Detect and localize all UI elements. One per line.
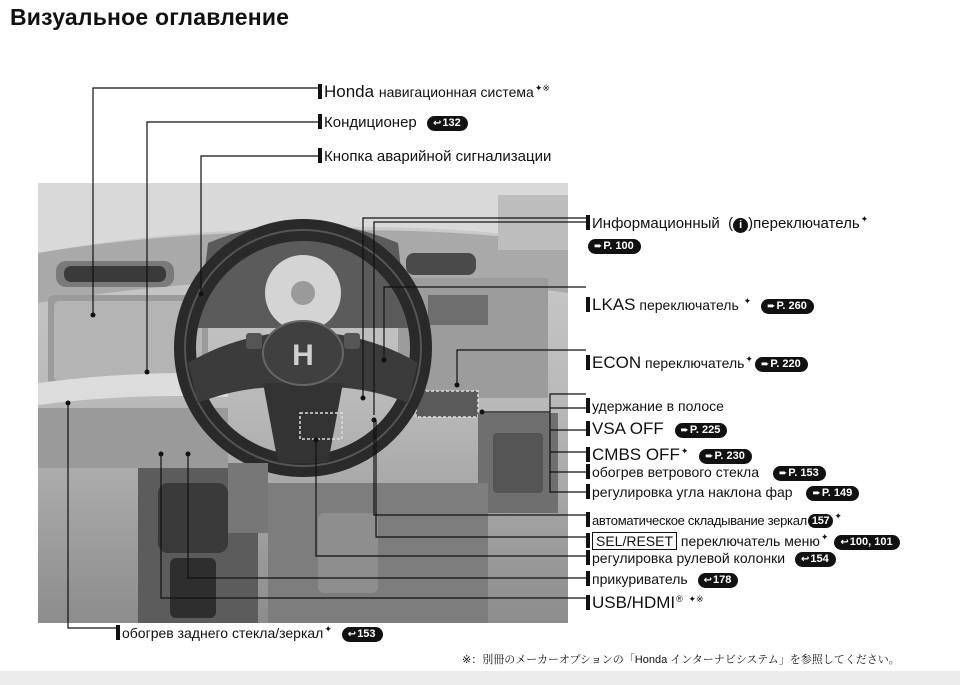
page-ref-badge: ➨P. 220	[755, 357, 808, 372]
label-info-switch: Информационный ( i )переключатель✦	[586, 210, 868, 233]
page-ref-badge: ↩132	[427, 116, 468, 131]
label-aircon: Кондиционер ↩132	[318, 114, 468, 132]
label-usb: USB/HDMI® ✦※	[586, 590, 704, 612]
label-windshield: обогрев ветрового стекла ➨P. 153	[586, 463, 826, 481]
label-info-switch-ref	[586, 236, 641, 254]
bottom-bar	[0, 671, 960, 685]
footnote: ※：別冊のメーカーオプションの「Honda インターナビシステム」を参照してください。	[462, 654, 900, 666]
label-steering: регулировка рулевой колонки ↩154	[586, 549, 836, 567]
label-headlight: регулировка угла наклона фар ➨P. 149	[586, 483, 859, 501]
page-ref-badge: 157	[808, 514, 833, 528]
label-lane-keep: удержание в полосе	[586, 397, 724, 415]
label-lighter: прикуриватель ↩178	[586, 570, 738, 588]
page-ref-badge: ↩178	[698, 573, 739, 588]
page-ref-badge: ➨P. 153	[773, 466, 826, 481]
svg-text:H: H	[292, 339, 314, 372]
page-ref-badge: ➨P. 100	[588, 239, 641, 254]
label-rear-defog: обогрев заднего стекла/зеркал✦ ↩153	[116, 620, 383, 642]
page-ref-badge: ↩100, 101	[834, 535, 899, 550]
page-ref-badge: ➨P. 260	[761, 299, 814, 314]
page-ref-badge: ↩153	[342, 627, 383, 642]
page-title: Визуальное оглавление	[10, 4, 290, 30]
page-ref-badge: ➨P. 230	[699, 449, 752, 464]
page-ref-badge: ➨P. 225	[675, 423, 728, 438]
label-honda-nav: Honda навигационная система✦※	[318, 79, 550, 101]
page-ref-badge: ↩154	[795, 552, 836, 567]
info-icon: i	[733, 218, 748, 233]
page-ref-badge: ➨P. 149	[806, 486, 859, 501]
label-vsa: VSA OFF ➨P. 225	[586, 420, 727, 438]
label-cmbs: CMBS OFF✦ ➨P. 230	[586, 442, 752, 464]
label-econ: ECON переключатель✦ ➨P. 220	[586, 350, 808, 372]
label-lkas: LKAS переключатель ✦ ➨P. 260	[586, 292, 814, 314]
label-hazard: Кнопка аварийной сигнализации	[318, 148, 551, 166]
label-mirror-fold: автоматическое складывание зеркал 157 ✦	[586, 507, 842, 530]
label-sel-reset: SEL/RESET переключатель меню✦ ↩100, 101	[586, 528, 900, 550]
